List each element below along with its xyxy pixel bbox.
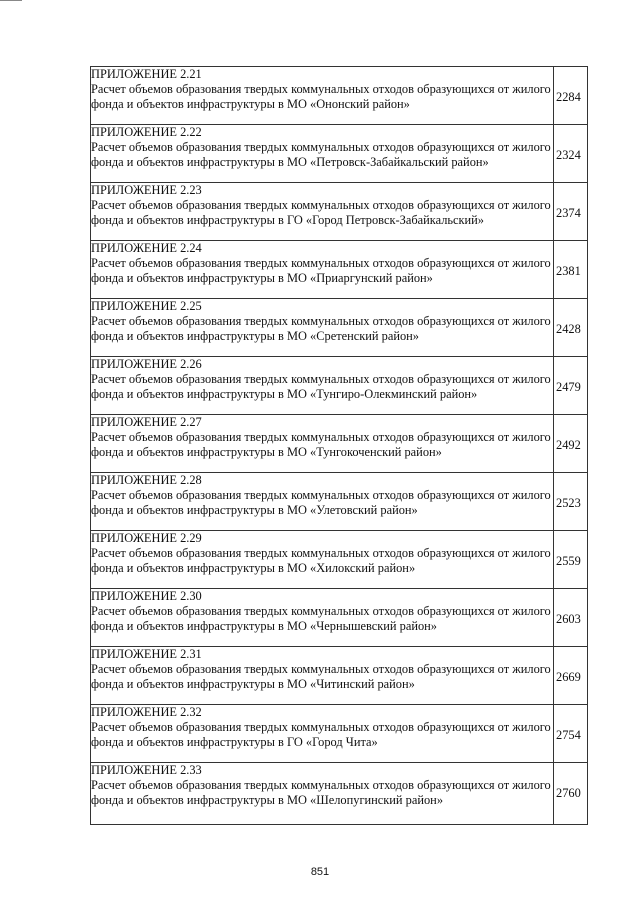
page-number: 851 xyxy=(310,866,330,878)
appendix-description: Расчет объемов образования твердых коммунальных отходов образующихся от жилого фонда и объектов инфраструктуры в МО «Приаргунский район» xyxy=(91,256,551,285)
appendix-description: Расчет объемов образования твердых коммунальных отходов образующихся от жилого фонда и объектов инфраструктуры в ГО «Город Чита» xyxy=(91,720,551,749)
appendix-entry xyxy=(91,299,554,357)
appendix-row xyxy=(91,299,588,357)
appendix-title: ПРИЛОЖЕНИЕ 2.32 xyxy=(91,705,202,719)
appendix-row xyxy=(91,241,588,299)
appendix-page-cell xyxy=(554,299,588,357)
appendix-page-number: 2374 xyxy=(556,206,581,220)
appendix-description: Расчет объемов образования твердых коммунальных отходов образующихся от жилого фонда и объектов инфраструктуры в МО «Петровск-Забайкальский район» xyxy=(91,140,551,169)
appendix-title: ПРИЛОЖЕНИЕ 2.29 xyxy=(91,531,202,545)
appendix-page-cell xyxy=(554,531,588,589)
appendix-entry xyxy=(91,67,554,125)
appendix-page-cell xyxy=(554,473,588,531)
appendix-page-cell xyxy=(554,763,588,825)
appendix-page-cell xyxy=(554,67,588,125)
appendix-description: Расчет объемов образования твердых коммунальных отходов образующихся от жилого фонда и объектов инфраструктуры в МО «Сретенский район» xyxy=(91,314,551,343)
appendix-row xyxy=(91,531,588,589)
appendix-page-cell xyxy=(554,125,588,183)
appendix-title: ПРИЛОЖЕНИЕ 2.27 xyxy=(91,415,202,429)
appendix-title: ПРИЛОЖЕНИЕ 2.30 xyxy=(91,589,202,603)
appendix-row xyxy=(91,589,588,647)
appendix-title: ПРИЛОЖЕНИЕ 2.33 xyxy=(91,763,202,777)
appendix-entry xyxy=(91,357,554,415)
appendix-row xyxy=(91,415,588,473)
appendix-entry xyxy=(91,763,554,825)
appendix-description: Расчет объемов образования твердых коммунальных отходов образующихся от жилого фонда и объектов инфраструктуры в МО «Тунгиро-Олекминский район» xyxy=(91,372,551,401)
appendix-page-cell xyxy=(554,241,588,299)
appendix-page-number: 2523 xyxy=(556,496,581,510)
appendix-description: Расчет объемов образования твердых коммунальных отходов образующихся от жилого фонда и объектов инфраструктуры в МО «Шелопугинский район» xyxy=(91,778,551,807)
appendix-page-number: 2284 xyxy=(556,90,581,104)
appendix-page-number: 2428 xyxy=(556,322,581,336)
appendix-page-cell xyxy=(554,589,588,647)
appendix-page-number: 2559 xyxy=(556,554,581,568)
appendix-row xyxy=(91,183,588,241)
appendix-row xyxy=(91,357,588,415)
appendix-page-cell xyxy=(554,415,588,473)
appendix-page-number: 2760 xyxy=(556,786,581,800)
appendix-page-cell xyxy=(554,183,588,241)
appendix-page-number: 2324 xyxy=(556,148,581,162)
appendix-title: ПРИЛОЖЕНИЕ 2.24 xyxy=(91,241,202,255)
appendix-row xyxy=(91,67,588,125)
appendix-description: Расчет объемов образования твердых коммунальных отходов образующихся от жилого фонда и объектов инфраструктуры в ГО «Город Петровск-Забайкальский» xyxy=(91,198,551,227)
appendix-entry xyxy=(91,415,554,473)
appendix-index-table xyxy=(90,66,588,825)
appendix-page-cell xyxy=(554,357,588,415)
appendix-entry xyxy=(91,531,554,589)
appendix-entry xyxy=(91,183,554,241)
appendix-title: ПРИЛОЖЕНИЕ 2.22 xyxy=(91,125,202,139)
appendix-entry xyxy=(91,589,554,647)
appendix-description: Расчет объемов образования твердых коммунальных отходов образующихся от жилого фонда и объектов инфраструктуры в МО «Улетовский район» xyxy=(91,488,551,517)
appendix-title: ПРИЛОЖЕНИЕ 2.25 xyxy=(91,299,202,313)
appendix-row xyxy=(91,763,588,825)
appendix-page-number: 2479 xyxy=(556,380,581,394)
appendix-page-cell xyxy=(554,647,588,705)
appendix-title: ПРИЛОЖЕНИЕ 2.26 xyxy=(91,357,202,371)
appendix-row xyxy=(91,473,588,531)
appendix-entry xyxy=(91,647,554,705)
appendix-title: ПРИЛОЖЕНИЕ 2.31 xyxy=(91,647,202,661)
appendix-entry xyxy=(91,125,554,183)
appendix-entry xyxy=(91,473,554,531)
appendix-page-number: 2603 xyxy=(556,612,581,626)
appendix-page-number: 2381 xyxy=(556,264,581,278)
appendix-page-number: 2492 xyxy=(556,438,581,452)
appendix-title: ПРИЛОЖЕНИЕ 2.28 xyxy=(91,473,202,487)
appendix-description: Расчет объемов образования твердых коммунальных отходов образующихся от жилого фонда и объектов инфраструктуры в МО «Хилокский район» xyxy=(91,546,551,575)
appendix-page-cell xyxy=(554,705,588,763)
appendix-title: ПРИЛОЖЕНИЕ 2.23 xyxy=(91,183,202,197)
appendix-row xyxy=(91,125,588,183)
appendix-page-number: 2669 xyxy=(556,670,581,684)
appendix-description: Расчет объемов образования твердых коммунальных отходов образующихся от жилого фонда и объектов инфраструктуры в МО «Тунгокоченский район» xyxy=(91,430,551,459)
appendix-description: Расчет объемов образования твердых коммунальных отходов образующихся от жилого фонда и объектов инфраструктуры в МО «Чернышевский район» xyxy=(91,604,551,633)
appendix-row xyxy=(91,647,588,705)
scan-corner-mark xyxy=(0,0,22,1)
appendix-page-number: 2754 xyxy=(556,728,581,742)
appendix-entry xyxy=(91,705,554,763)
appendix-description: Расчет объемов образования твердых коммунальных отходов образующихся от жилого фонда и объектов инфраструктуры в МО «Читинский район» xyxy=(91,662,551,691)
appendix-description: Расчет объемов образования твердых коммунальных отходов образующихся от жилого фонда и объектов инфраструктуры в МО «Ононский район» xyxy=(91,82,551,111)
appendix-title: ПРИЛОЖЕНИЕ 2.21 xyxy=(91,67,202,81)
appendix-row xyxy=(91,705,588,763)
appendix-entry xyxy=(91,241,554,299)
